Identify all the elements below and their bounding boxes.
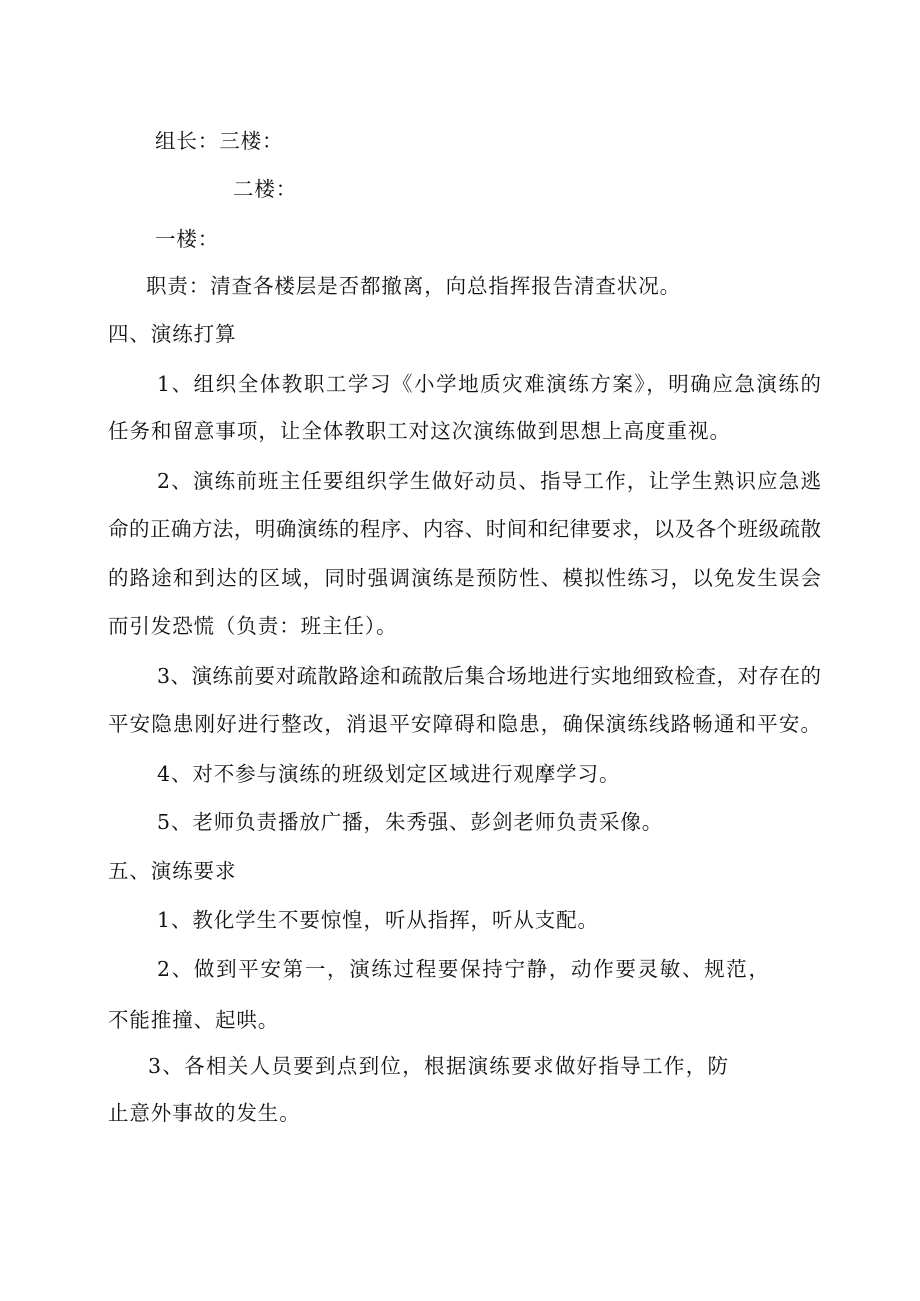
section4-line: 命的正确方法，明确演练的程序、内容、时间和纪律要求，以及各个班级疏散 (108, 517, 821, 541)
section5-line: 3、各相关人员要到点到位，根据演练要求做好指导工作，防 (148, 1054, 728, 1078)
section5-line: 不能推撞、起哄。 (108, 1008, 280, 1032)
section4-line: 4、对不参与演练的班级划定区域进行观摩学习。 (157, 762, 621, 786)
floor2-line: 二楼： (233, 177, 298, 201)
floor1-line: 一楼： (155, 227, 220, 251)
section4-line: 5、老师负责播放广播，朱秀强、彭剑老师负责采像。 (157, 810, 664, 834)
section4-line: 1、组织全体教职工学习《小学地质灾难演练方案》，明确应急演练的 (157, 372, 821, 396)
section4-line: 任务和留意事项，让全体教职工对这次演练做到思想上高度重视。 (108, 419, 730, 443)
section4-line: 平安隐患刚好进行整改，消退平安障碍和隐患，确保演练线路畅通和平安。 (108, 712, 821, 736)
section4-line: 而引发恐慌（负责：班主任）。 (108, 614, 398, 638)
section5-line: 止意外事故的发生。 (108, 1101, 301, 1125)
section5-line: 2、做到平安第一，演练过程要保持宁静，动作要灵敏、规范， (157, 957, 769, 981)
section4-line: 的路途和到达的区域，同时强调演练是预防性、模拟性练习，以免发生误会 (108, 566, 821, 590)
duty-line: 职责：清查各楼层是否都撤离，向总指挥报告清查状况。 (146, 274, 681, 298)
section4-line: 3、演练前要对疏散路途和疏散后集合场地进行实地细致检查，对存在的 (157, 664, 821, 688)
section5-line: 1、教化学生不要惊惶，听从指挥，听从支配。 (157, 908, 599, 932)
section4-heading: 四、演练打算 (108, 322, 237, 346)
section5-heading: 五、演练要求 (108, 859, 237, 883)
group-leader-line: 组长：三楼： (155, 129, 284, 153)
section4-line: 2、演练前班主任要组织学生做好动员、指导工作，让学生熟识应急逃 (157, 469, 821, 493)
